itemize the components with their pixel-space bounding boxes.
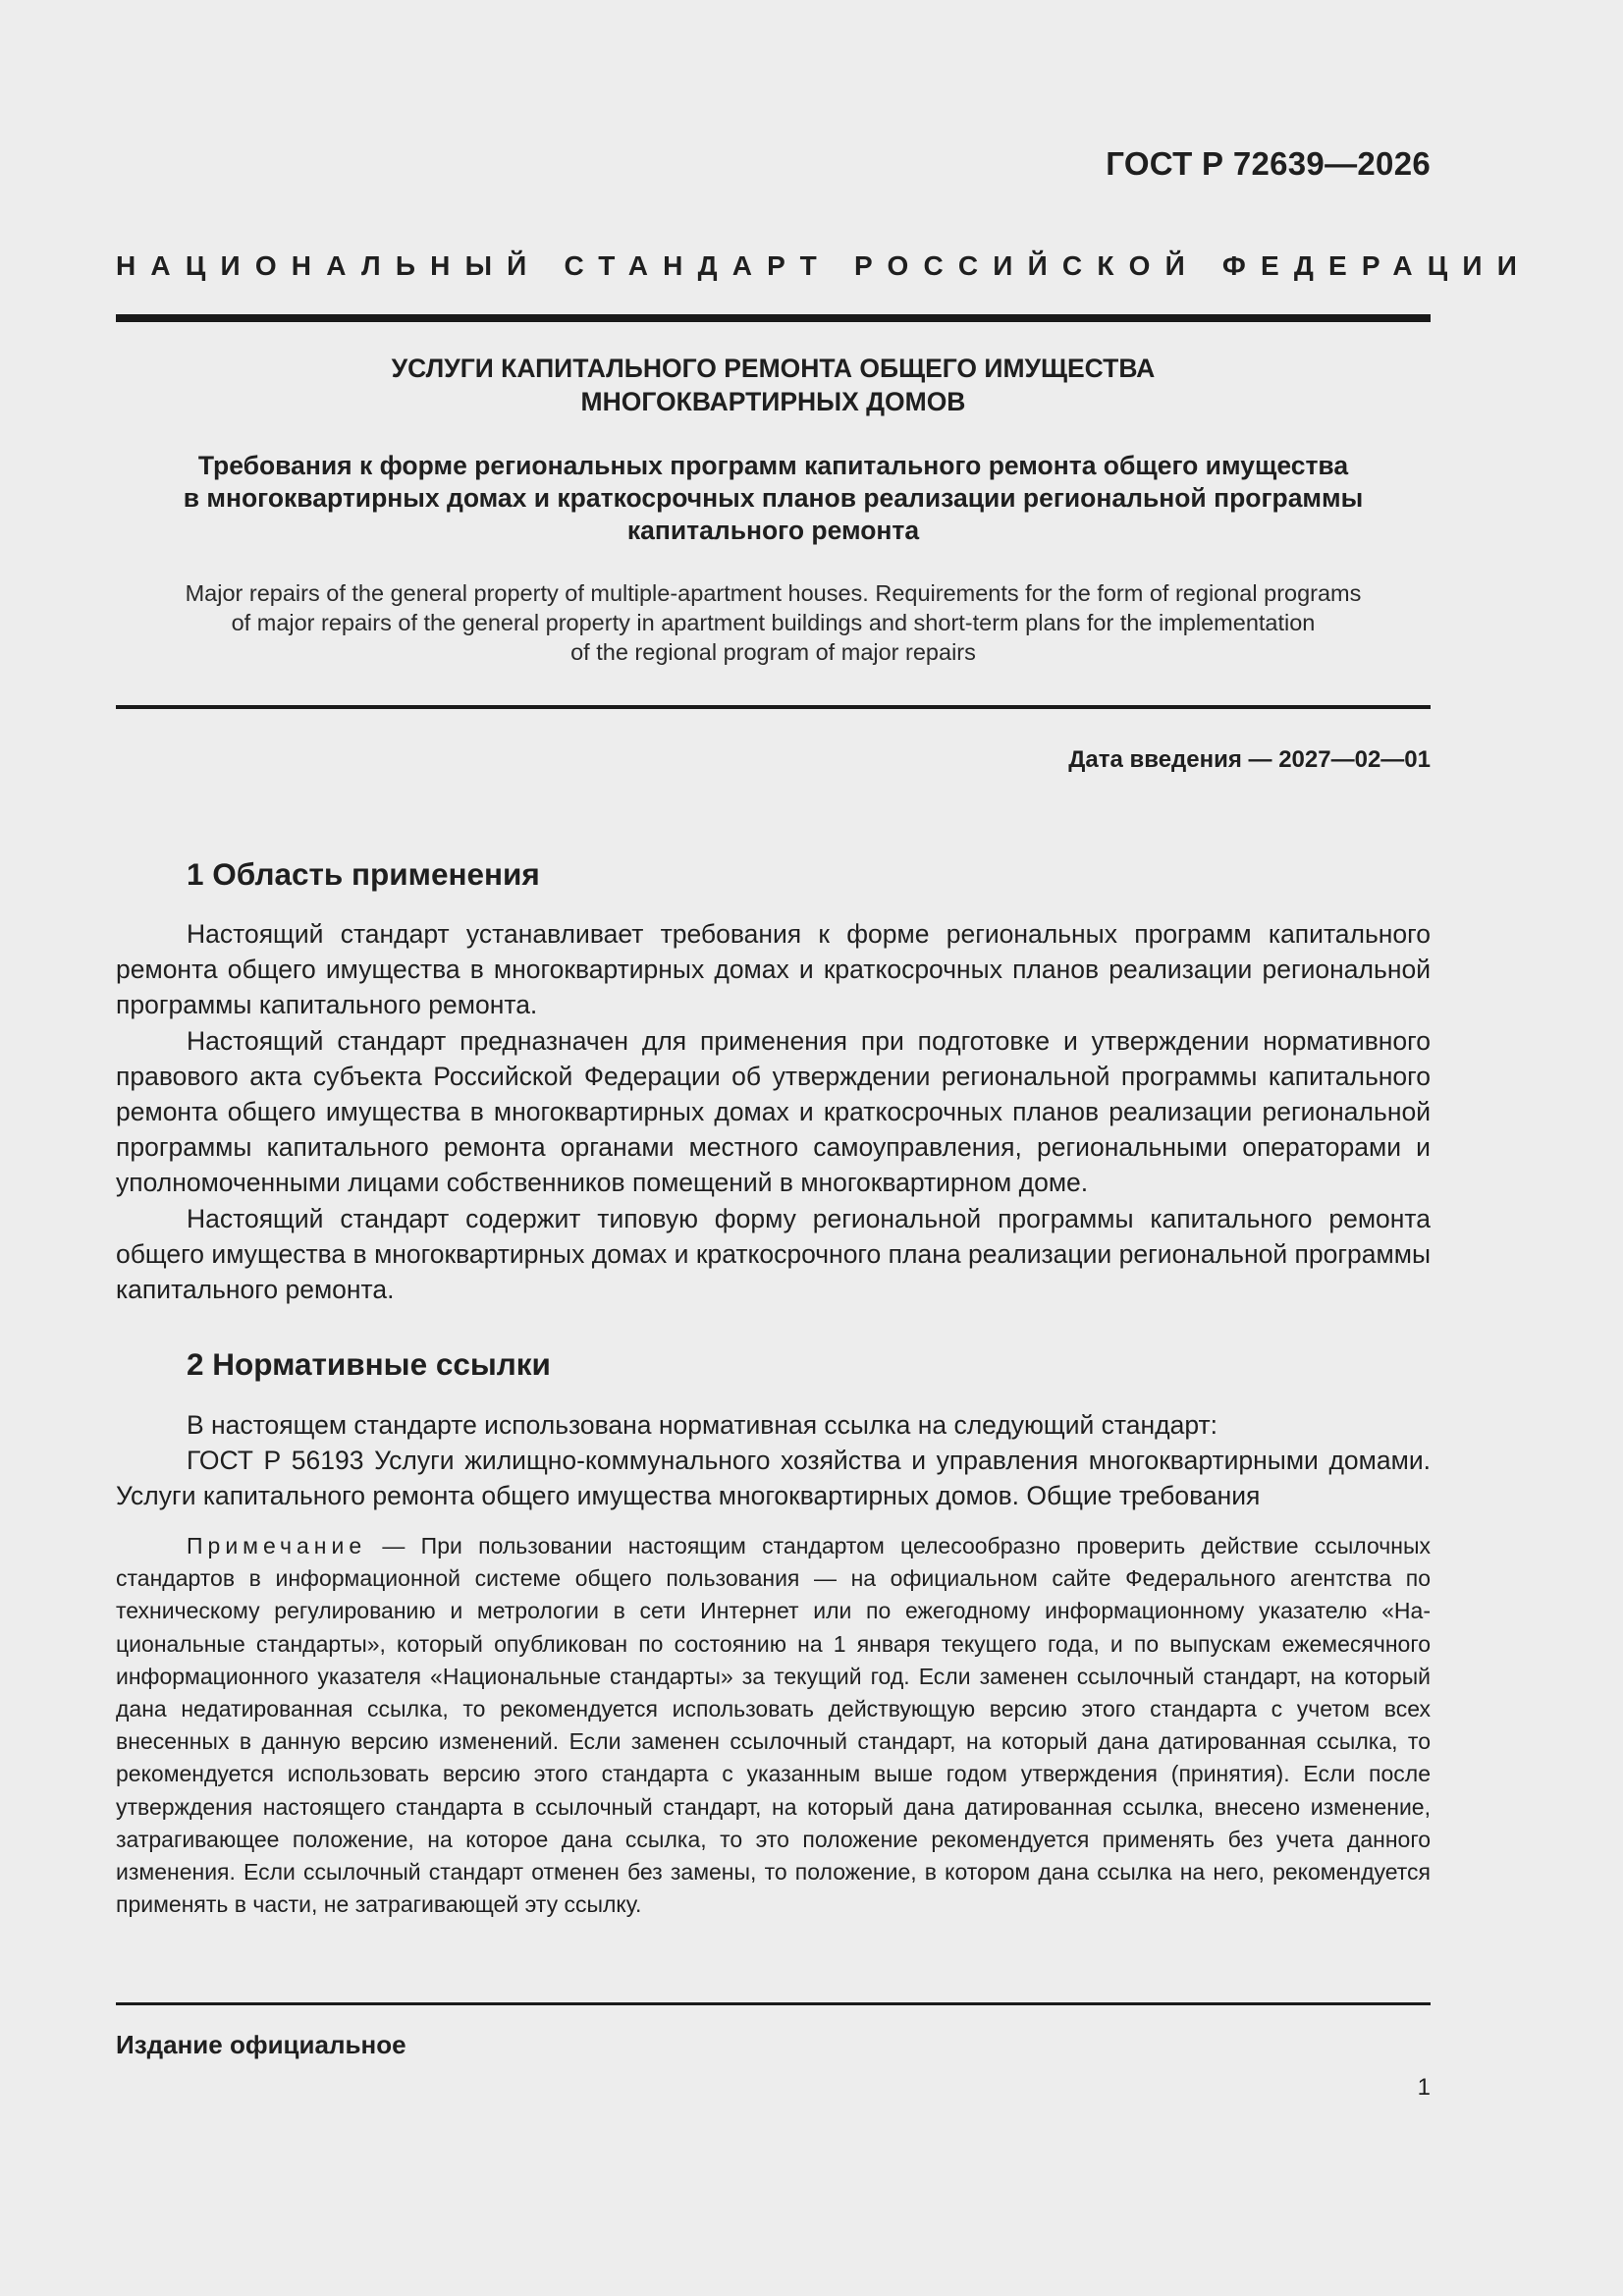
section-body-scope — [116, 916, 1431, 1307]
title-line: МНОГОКВАРТИРНЫХ ДОМОВ — [580, 387, 966, 416]
section-heading-references: 2 Нормативные ссылки — [187, 1346, 551, 1382]
edition-label: Издание официальное — [116, 2030, 406, 2059]
page-number: 1 — [1417, 2074, 1431, 2101]
document-subtitle — [116, 450, 1431, 547]
paragraph: Настоящий стандарт содержит типовую форму региональной программы капитального ремонта общего имущества в многоквартирных домах и краткосрочного плана реализации региональной программы капитального ремонта. — [116, 1203, 1431, 1305]
national-standard-heading: НАЦИОНАЛЬНЫЙ СТАНДАРТ РОССИЙСКОЙ ФЕДЕРАЦИИ — [116, 250, 1533, 281]
note-label: Примечание — [187, 1533, 367, 1558]
subtitle-line: в многоквартирных домах и краткосрочных планов реализации региональной программы — [183, 483, 1364, 513]
section-body-references — [116, 1407, 1431, 1514]
document-title — [116, 352, 1431, 418]
gost-number: ГОСТ Р 72639—2026 — [1106, 145, 1431, 182]
note-text: — При пользовании настоящим стандартом целесообразно проверить действие ссылочных стандартов в информационной системе общего пользования — на официальном сайте Федерального агентства по техническому регулированию и метрологии в сети Интернет или по ежегодному информационному указателю «Национальные стандарты», который опубликован по состоянию на 1 января текущего года, и по выпускам ежемесячного информационного указателя «Национальные стандарты» за текущий год. Если заменен ссылочный стандарт, на который дана недатированная ссылка, то рекомендуется использовать действующую версию этого стандарта с учетом всех внесенных в данную версию изменений. Если заменен ссылочный стандарт, на который дана датированная ссылка, то рекомендуется использовать версию этого стандарта с указанным выше годом утверждения (принятия). Если после утверждения настоящего стандарта в ссылочный стандарт, на который дана датированная ссылка, внесено изменение, затрагивающее положение, на которое дана ссылка, то это положение рекомендуется применять без учета данного изменения. Если ссылочный стандарт отменен без замены, то положение, в котором дана ссылка на него, рекомендуется применять в части, не затрагивающей эту ссылку. — [116, 1533, 1431, 1918]
paragraph: ГОСТ Р 56193 Услуги жилищно-коммунального хозяйства и управления многоквартирными домами. Услуги капитального ремонта общего имущества многоквартирных домов. Общие требования — [116, 1446, 1431, 1511]
introduction-date: Дата введения — 2027—02—01 — [1068, 746, 1431, 773]
footer-divider — [116, 2002, 1431, 2005]
paragraph: В настоящем стандарте использована нормативная ссылка на следующий стандарт: — [187, 1410, 1217, 1440]
subtitle-line: капитального ремонта — [626, 516, 920, 545]
english-title-line: Major repairs of the general property of multiple-apartment houses. Requirements for the form of regional programs — [185, 580, 1362, 606]
paragraph: Настоящий стандарт предназначен для применения при подготовке и утверждении нормативного правового акта субъекта Российской Федерации об утверждении региональной программы капитального ремонта общего имущества в многоквартирных домах и краткосрочных планов реализации региональной программы капитального ремонта органами местного самоуправления, региональными операторами и уполномоченными лицами собственников помещений в многоквартирном доме. — [116, 1025, 1431, 1198]
note-block — [116, 1530, 1431, 1921]
subtitle-line: Требования к форме региональных программ капитального ремонта общего имущества — [197, 451, 1349, 480]
english-title-line: of major repairs of the general property in apartment buildings and short-term plans for the implementation — [231, 610, 1316, 635]
title-divider — [116, 705, 1431, 709]
title-line: УСЛУГИ КАПИТАЛЬНОГО РЕМОНТА ОБЩЕГО ИМУЩЕСТВА — [391, 354, 1156, 383]
english-title — [116, 578, 1431, 667]
section-heading-scope: 1 Область применения — [187, 856, 540, 892]
top-divider — [116, 314, 1431, 322]
paragraph: Настоящий стандарт устанавливает требования к форме региональных программ капитального ремонта общего имущества в многоквартирных домах и краткосрочных планов реализации региональной программы капитального ремонта. — [116, 919, 1431, 1020]
note-paragraph — [116, 1530, 1431, 1921]
english-title-line: of the regional program of major repairs — [570, 639, 976, 665]
